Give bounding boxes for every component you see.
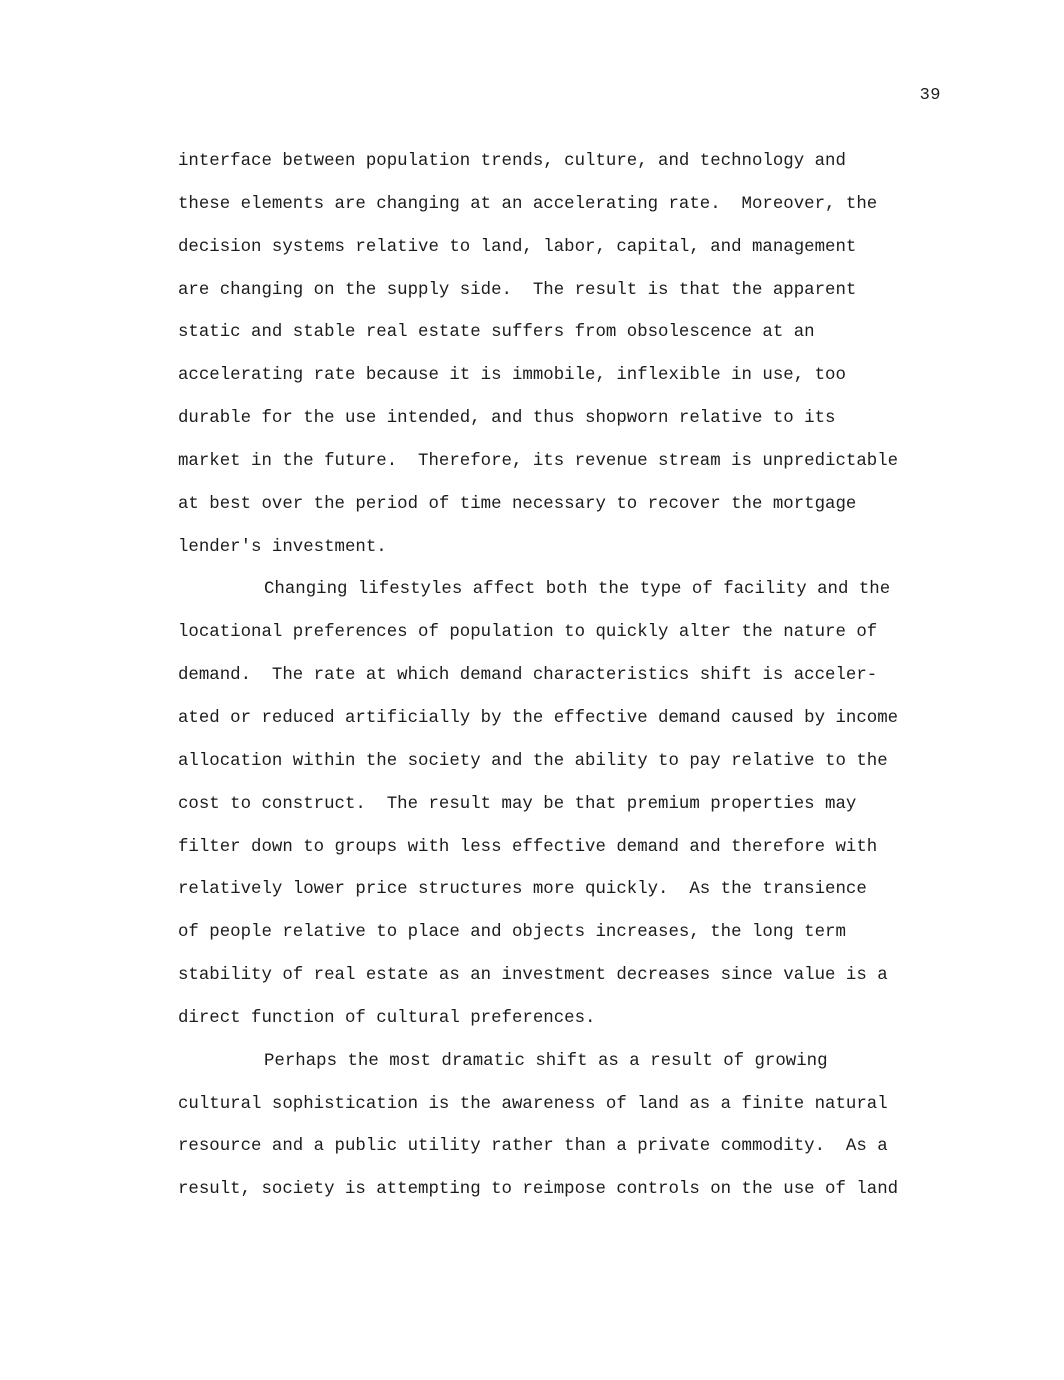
text-line: market in the future. Therefore, its revenue stream is unpredictable xyxy=(178,451,899,471)
text-line: interface between population trends, culture, and technology and xyxy=(178,152,846,171)
text-line: stability of real estate as an investment decreases since value is a xyxy=(178,966,888,986)
text-line: are changing on the supply side. The result is that the apparent xyxy=(178,280,857,300)
body-text xyxy=(178,148,938,1219)
text-line: of people relative to place and objects increases, the long term xyxy=(178,923,846,943)
text-line: filter down to groups with less effective demand and therefore with xyxy=(178,837,878,857)
text-line: resource and a public utility rather than a private commodity. As a xyxy=(178,1137,888,1157)
text-line: locational preferences of population to quickly alter the nature of xyxy=(178,623,878,643)
text-line: static and stable real estate suffers from obsolescence at an xyxy=(178,323,815,343)
text-line: decision systems relative to land, labor, capital, and management xyxy=(178,237,857,257)
paragraph-p3 xyxy=(178,1048,938,1219)
text-line: durable for the use intended, and thus shopworn relative to its xyxy=(178,409,836,429)
page-number: 39 xyxy=(919,86,941,105)
text-line: cost to construct. The result may be that premium properties may xyxy=(178,794,857,814)
paragraph-p2 xyxy=(178,576,938,1047)
paragraph-p1 xyxy=(178,148,938,576)
text-line: cultural sophistication is the awareness of land as a finite natural xyxy=(178,1094,888,1114)
text-line: Changing lifestyles affect both the type of facility and the xyxy=(264,580,891,600)
text-line: Perhaps the most dramatic shift as a result of growing xyxy=(264,1051,828,1071)
text-line: ated or reduced artificially by the effective demand caused by income xyxy=(178,708,899,728)
text-line: accelerating rate because it is immobile, inflexible in use, too xyxy=(178,366,846,386)
text-line: result, society is attempting to reimpose controls on the use of land xyxy=(178,1180,899,1200)
text-line: relatively lower price structures more quickly. As the transience xyxy=(178,880,867,900)
text-line: direct function of cultural preferences. xyxy=(178,1008,596,1028)
text-line: these elements are changing at an accelerating rate. Moreover, the xyxy=(178,194,878,214)
text-line: at best over the period of time necessary to recover the mortgage xyxy=(178,494,857,514)
text-line: demand. The rate at which demand characteristics shift is acceler- xyxy=(178,666,878,686)
text-line: allocation within the society and the ability to pay relative to the xyxy=(178,751,888,771)
text-line: lender's investment. xyxy=(178,537,387,557)
